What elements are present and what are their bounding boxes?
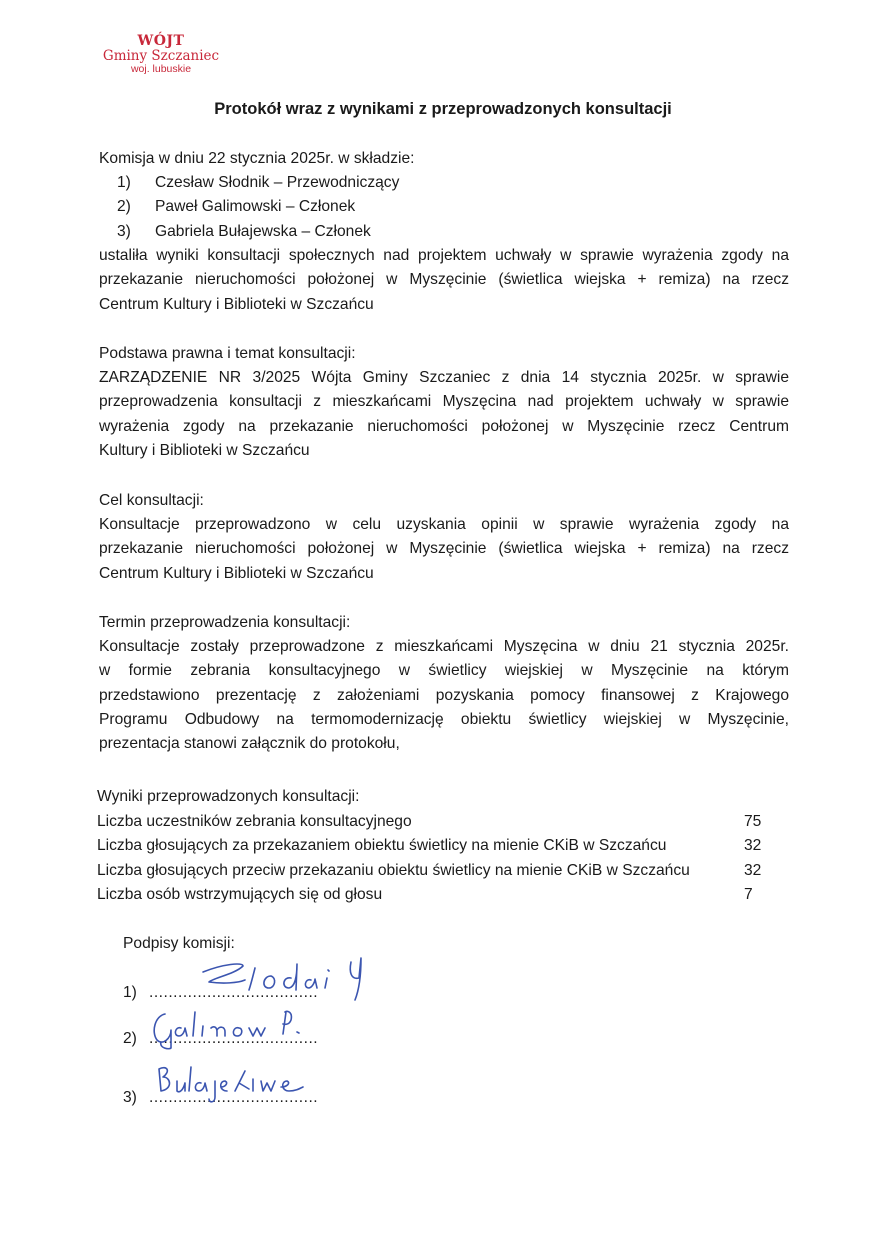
result-value: 32	[744, 837, 762, 855]
list-number: 2)	[117, 198, 131, 216]
signature-number: 3)	[123, 1089, 137, 1106]
list-number: 3)	[117, 222, 131, 240]
stamp-line-3: woj. lubuskie	[130, 63, 192, 76]
paragraph-line: w formie zebrania konsultacyjnego w świetlicy wiejskiej w Myszęcinie na którym	[99, 662, 789, 680]
handwritten-signature-1	[183, 954, 373, 1004]
term-heading: Termin przeprowadzenia konsultacji:	[99, 614, 351, 631]
result-value: 32	[744, 861, 762, 879]
paragraph-line: Centrum Kultury i Biblioteki w Szczańcu	[99, 295, 374, 313]
signature-dots: ...................................	[149, 984, 319, 1001]
goal-heading: Cel konsultacji:	[99, 492, 204, 509]
result-label: Liczba głosujących przeciw przekazaniu obiektu świetlicy na mienie CKiB w Szczańcu	[97, 861, 690, 879]
commission-members-list	[117, 171, 399, 244]
stamp-line-2: Gminy Szczaniec	[102, 48, 220, 65]
table-row	[97, 834, 777, 858]
commission-intro: Komisja w dniu 22 stycznia 2025r. w składzie:	[99, 150, 415, 167]
list-item	[117, 171, 399, 195]
goal-paragraph	[99, 513, 789, 586]
signature-dots: ...................................	[149, 1030, 319, 1047]
result-value: 75	[744, 813, 762, 830]
paragraph-line: prezentacja stanowi załącznik do protokołu,	[99, 735, 400, 753]
handwritten-signature-3	[149, 1059, 339, 1109]
results-table	[97, 810, 777, 907]
legal-basis-heading: Podstawa prawna i temat konsultacji:	[99, 345, 356, 362]
result-label: Liczba osób wstrzymujących się od głosu	[97, 885, 383, 903]
paragraph-line: Programu Odbudowy na termomodernizację obiektu świetlicy wiejskiej w Myszęcinie,	[99, 710, 789, 728]
term-paragraph	[99, 635, 789, 756]
handwritten-signature-2	[147, 1002, 327, 1052]
paragraph-line: przeprowadzenia konsultacji z mieszkańcami Myszęcina nad projektem uchwały w sprawie	[99, 393, 789, 411]
paragraph-line: ustaliła wyniki konsultacji społecznych nad projektem uchwały w sprawie wyrażenia zgody na	[99, 247, 789, 264]
paragraph-line: ZARZĄDZENIE NR 3/2025 Wójta Gminy Szczaniec z dnia 14 stycznia 2025r. w sprawie	[99, 369, 789, 386]
signature-number: 1)	[123, 984, 137, 1001]
signatures-heading: Podpisy komisji:	[123, 935, 235, 952]
paragraph-line: Kultury i Biblioteki w Szczańcu	[99, 441, 310, 459]
stamp-line-1: WÓJT	[137, 33, 185, 49]
list-item	[117, 220, 399, 244]
results-heading: Wyniki przeprowadzonych konsultacji:	[97, 788, 360, 805]
table-row	[97, 810, 777, 834]
table-row	[97, 883, 777, 907]
mayor-stamp	[102, 34, 220, 76]
paragraph-line: Konsultacje zostały przeprowadzone z mieszkańcami Myszęcina w dniu 21 stycznia 2025r.	[99, 638, 789, 655]
paragraph-line: przedstawiono prezentację z założeniami pozyskania pomocy finansowej z Krajowego	[99, 686, 789, 704]
table-row	[97, 859, 777, 883]
list-number: 1)	[117, 174, 131, 191]
paragraph-line: Konsultacje przeprowadzono w celu uzyskania opinii w sprawie wyrażenia zgody na	[99, 516, 789, 533]
member-name: Paweł Galimowski – Członek	[155, 198, 356, 216]
paragraph-line: wyrażenia zgody na przekazanie nieruchomości położonej w Myszęcinie rzecz Centrum	[99, 417, 789, 435]
paragraph-line: przekazanie nieruchomości położonej w Myszęcinie (świetlica wiejska + remiza) na rzecz	[99, 271, 789, 289]
result-label: Liczba głosujących za przekazaniem obiektu świetlicy na mienie CKiB w Szczańcu	[97, 837, 667, 855]
member-name: Gabriela Bułajewska – Członek	[155, 222, 371, 240]
commission-result-paragraph	[99, 244, 789, 317]
paragraph-line: przekazanie nieruchomości położonej w Myszęcinie (świetlica wiejska + remiza) na rzecz	[99, 540, 789, 558]
result-value: 7	[744, 885, 753, 903]
legal-basis-paragraph	[99, 366, 789, 463]
signature-dots: ...................................	[149, 1089, 319, 1106]
member-name: Czesław Słodnik – Przewodniczący	[155, 174, 400, 191]
document-title: Protokół wraz z wynikami z przeprowadzonych konsultacji	[214, 100, 672, 118]
paragraph-line: Centrum Kultury i Biblioteki w Szczańcu	[99, 564, 374, 582]
result-label: Liczba uczestników zebrania konsultacyjnego	[97, 813, 412, 830]
list-item	[117, 195, 399, 219]
signature-number: 2)	[123, 1030, 137, 1047]
